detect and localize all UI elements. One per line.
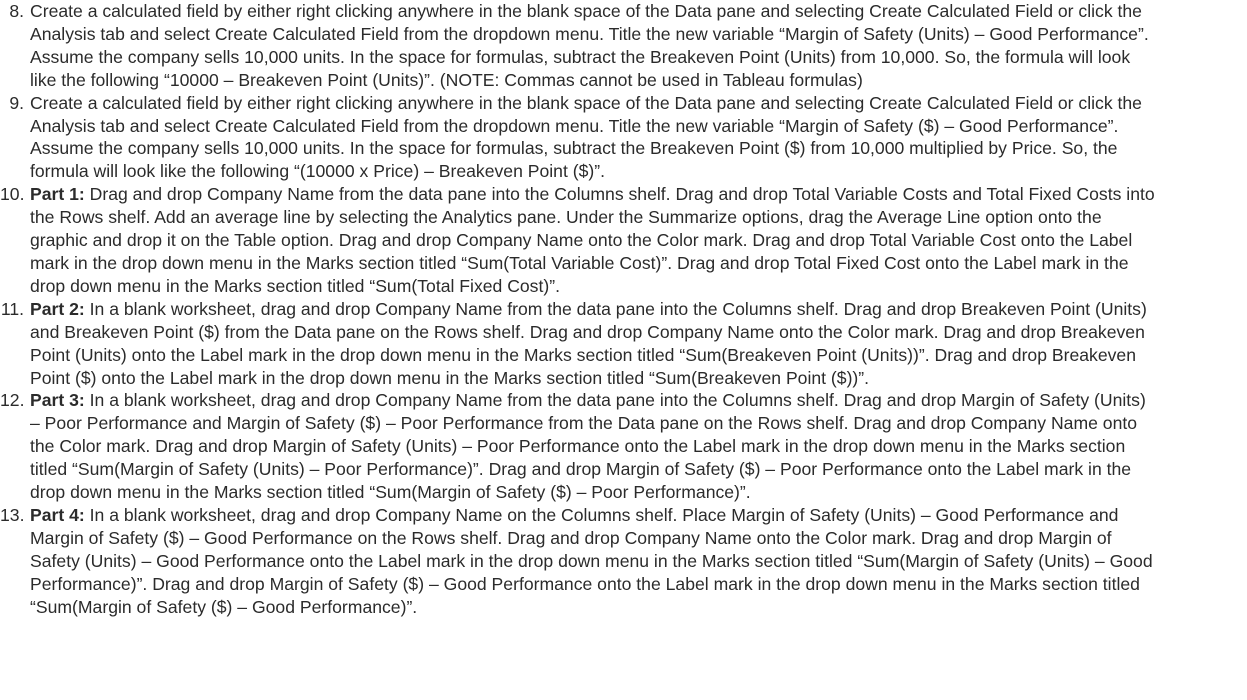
item-number: 9. — [9, 92, 24, 113]
list-item — [0, 298, 1160, 390]
list-item — [0, 0, 1160, 92]
list-item — [0, 504, 1160, 619]
part-label: Part 1: — [30, 184, 85, 205]
part-label: Part 2: — [30, 298, 85, 319]
item-number: 12. — [0, 390, 25, 411]
list-item — [0, 92, 1160, 184]
item-text: In a blank worksheet, drag and drop Company Name from the data pane into the Columns shelf. Drag and drop Breakeven Point (Units) and Breakeven Point ($) from the Data pane on the Rows shelf. Drag and drop Company Name onto the Color mark. Drag and drop Breakeven Point (Units) onto the Label mark in the drop down menu in the Marks section titled “Sum(Breakeven Point (Units))”. Drag and drop Breakeven Point ($) onto the Label mark in the drop down menu in the Marks section titled “Sum(Breakeven Point ($))”. — [30, 298, 1147, 388]
part-label: Part 3: — [30, 390, 85, 411]
item-text: Drag and drop Company Name from the data pane into the Columns shelf. Drag and drop Total Variable Costs and Total Fixed Costs into the Rows shelf. Add an average line by selecting the Analytics pane. Under the Summarize options, drag the Average Line option onto the graphic and drop it on the Table option. Drag and drop Company Name onto the Color mark. Drag and drop Total Variable Cost onto the Label mark in the drop down menu in the Marks section titled “Sum(Total Variable Cost)”. Drag and drop Total Fixed Cost onto the Label mark in the drop down menu in the Marks section titled “Sum(Total Fixed Cost)”. — [30, 184, 1155, 296]
item-text: Create a calculated field by either right clicking anywhere in the blank space of the Data pane and selecting Create Calculated Field or click the Analysis tab and select Create Calculated Field from the dropdown menu. Title the new variable “Margin of Safety ($) – Good Performance”. Assume the company sells 10,000 units. In the space for formulas, subtract the Breakeven Point ($) from 10,000 multiplied by Price. So, the formula will look like the following “(10000 x Price) – Breakeven Point ($)”. — [30, 92, 1142, 182]
item-number: 11. — [0, 298, 24, 319]
item-number: 10. — [0, 184, 25, 205]
item-text: In a blank worksheet, drag and drop Company Name from the data pane into the Columns shelf. Drag and drop Margin of Safety (Units) – Poor Performance and Margin of Safety ($) – Poor Performance from the Data pane on the Rows shelf. Drag and drop Company Name onto the Color mark. Drag and drop Margin of Safety (Units) – Poor Performance onto the Label mark in the drop down menu in the Marks section titled “Sum(Margin of Safety (Units) – Poor Performance)”. Drag and drop Margin of Safety ($) – Poor Performance onto the Label mark in the drop down menu in the Marks section titled “Sum(Margin of Safety ($) – Poor Performance)”. — [30, 390, 1146, 503]
list-item — [0, 183, 1160, 298]
list-item — [0, 389, 1160, 504]
item-number: 8. — [9, 1, 24, 21]
part-label: Part 4: — [30, 504, 85, 525]
item-text: Create a calculated field by either right clicking anywhere in the blank space of the Data pane and selecting Create Calculated Field or click the Analysis tab and select Create Calculated Field from the dropdown menu. Title the new variable “Margin of Safety (Units) – Good Performance”. Assume the company sells 10,000 units. In the space for formulas, subtract the Breakeven Point (Units) from 10,000. So, the formula will look like the following “10000 – Breakeven Point (Units)”. (NOTE: Commas cannot be used in Tableau formulas) — [30, 1, 1149, 90]
item-text: In a blank worksheet, drag and drop Company Name on the Columns shelf. Place Margin of Safety (Units) – Good Performance and Margin of Safety ($) – Good Performance on the Rows shelf. Drag and drop Company Name onto the Color mark. Drag and drop Margin of Safety (Units) – Good Performance onto the Label mark in the drop down menu in the Marks section titled “Sum(Margin of Safety (Units) – Good Performance)”. Drag and drop Margin of Safety ($) – Good Performance onto the Label mark in the drop down menu in the Marks section titled “Sum(Margin of Safety ($) – Good Performance)”. — [30, 504, 1153, 617]
item-number: 13. — [0, 504, 25, 525]
